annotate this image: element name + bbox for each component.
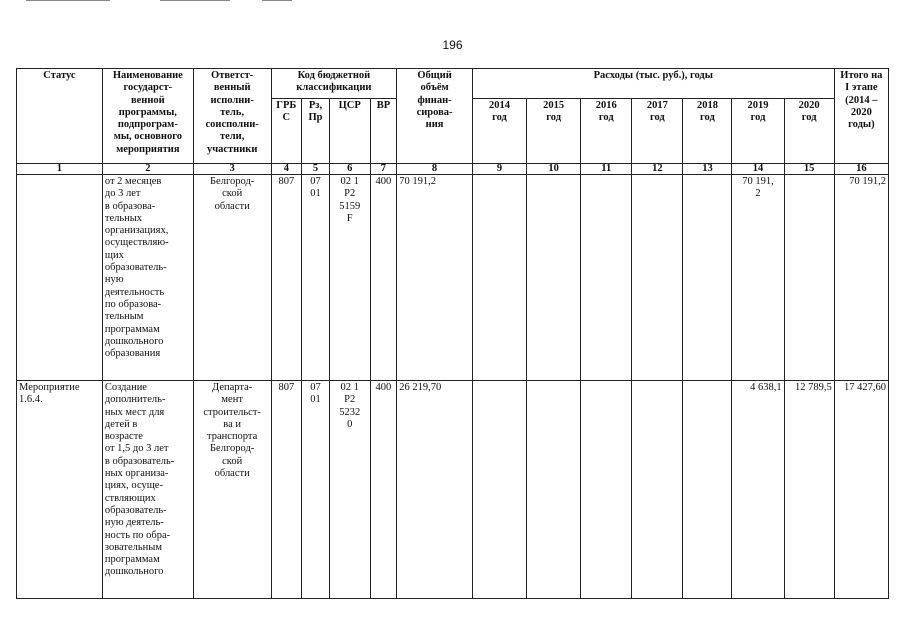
header-program-name: Наименование государст- венной программы, подпрограм- мы, основного мероприятия <box>102 69 193 164</box>
row-total: 26 219,70 <box>397 381 473 599</box>
header-year-2020: 2020 год <box>784 99 834 164</box>
column-number: 3 <box>193 164 271 175</box>
header-status: Статус <box>17 69 103 164</box>
row-status <box>17 175 103 381</box>
scan-artifact <box>160 0 230 1</box>
column-number: 5 <box>302 164 330 175</box>
row-year-2016 <box>581 381 632 599</box>
column-number: 15 <box>784 164 834 175</box>
row-rzpr: 07 01 <box>302 381 330 599</box>
header-year-2015: 2015 год <box>527 99 581 164</box>
scan-artifact <box>262 0 292 1</box>
column-number: 1 <box>17 164 103 175</box>
header-total-volume: Общий объём финан- сирова- ния <box>397 69 473 164</box>
row-csr: 02 1 Р2 5232 0 <box>329 381 370 599</box>
header-csr: ЦСР <box>329 99 370 164</box>
column-number: 6 <box>329 164 370 175</box>
row-year-2018 <box>683 381 732 599</box>
column-number: 14 <box>732 164 784 175</box>
row-year-2016 <box>581 175 632 381</box>
row-grbs: 807 <box>271 175 302 381</box>
column-number: 8 <box>397 164 473 175</box>
column-number: 16 <box>834 164 888 175</box>
header-stage-total: Итого на I этапе (2014 – 2020 годы) <box>834 69 888 164</box>
row-vr: 400 <box>370 175 397 381</box>
header-rzpr: Рз, Пр <box>302 99 330 164</box>
budget-table <box>16 68 889 599</box>
row-year-2018 <box>683 175 732 381</box>
row-year-2020 <box>784 175 834 381</box>
row-stage-total: 70 191,2 <box>834 175 888 381</box>
header-budget-code: Код бюджетной классификации <box>271 69 397 99</box>
row-year-2015 <box>527 381 581 599</box>
row-year-2017 <box>632 381 683 599</box>
header-year-2017: 2017 год <box>632 99 683 164</box>
page-number: 196 <box>442 38 463 52</box>
row-year-2014 <box>472 381 526 599</box>
table-row <box>17 381 889 599</box>
scan-artifact <box>26 0 110 1</box>
row-grbs: 807 <box>271 381 302 599</box>
column-number: 13 <box>683 164 732 175</box>
row-vr: 400 <box>370 381 397 599</box>
header-year-2019: 2019 год <box>732 99 784 164</box>
row-program-name: Создание дополнитель- ных мест для детей в возрасте от 1,5 до 3 лет в образователь- ных организа- циях, осуще- ствляющих образователь- ную деятель- ность по обра- зовательным программам дошкольного <box>102 381 193 599</box>
row-year-2019: 4 638,1 <box>732 381 784 599</box>
column-number: 7 <box>370 164 397 175</box>
header-year-2018: 2018 год <box>683 99 732 164</box>
row-year-2015 <box>527 175 581 381</box>
row-year-2017 <box>632 175 683 381</box>
header-grbs: ГРБ С <box>271 99 302 164</box>
row-total: 70 191,2 <box>397 175 473 381</box>
row-year-2014 <box>472 175 526 381</box>
row-csr: 02 1 Р2 5159 F <box>329 175 370 381</box>
header-responsible: Ответст- венный исполни- тель, соисполни- тели, участники <box>193 69 271 164</box>
row-status: Мероприятие 1.6.4. <box>17 381 103 599</box>
column-number: 10 <box>527 164 581 175</box>
row-responsible: Белгород- ской области <box>193 175 271 381</box>
header-expenses: Расходы (тыс. руб.), годы <box>472 69 834 99</box>
column-number-row <box>17 164 889 175</box>
row-responsible: Департа- мент строительст- ва и транспорта Белгород- ской области <box>193 381 271 599</box>
row-year-2019: 70 191, 2 <box>732 175 784 381</box>
column-number: 12 <box>632 164 683 175</box>
column-number: 2 <box>102 164 193 175</box>
column-number: 4 <box>271 164 302 175</box>
row-year-2020: 12 789,5 <box>784 381 834 599</box>
table-row <box>17 175 889 381</box>
column-number: 9 <box>472 164 526 175</box>
row-rzpr: 07 01 <box>302 175 330 381</box>
header-year-2014: 2014 год <box>472 99 526 164</box>
header-year-2016: 2016 год <box>581 99 632 164</box>
row-program-name: от 2 месяцев до 3 лет в образова- тельных организациях, осуществляю- щих образователь- ную деятельность по образова- тельным программам дошкольного образования <box>102 175 193 381</box>
column-number: 11 <box>581 164 632 175</box>
header-vr: ВР <box>370 99 397 164</box>
row-stage-total: 17 427,60 <box>834 381 888 599</box>
